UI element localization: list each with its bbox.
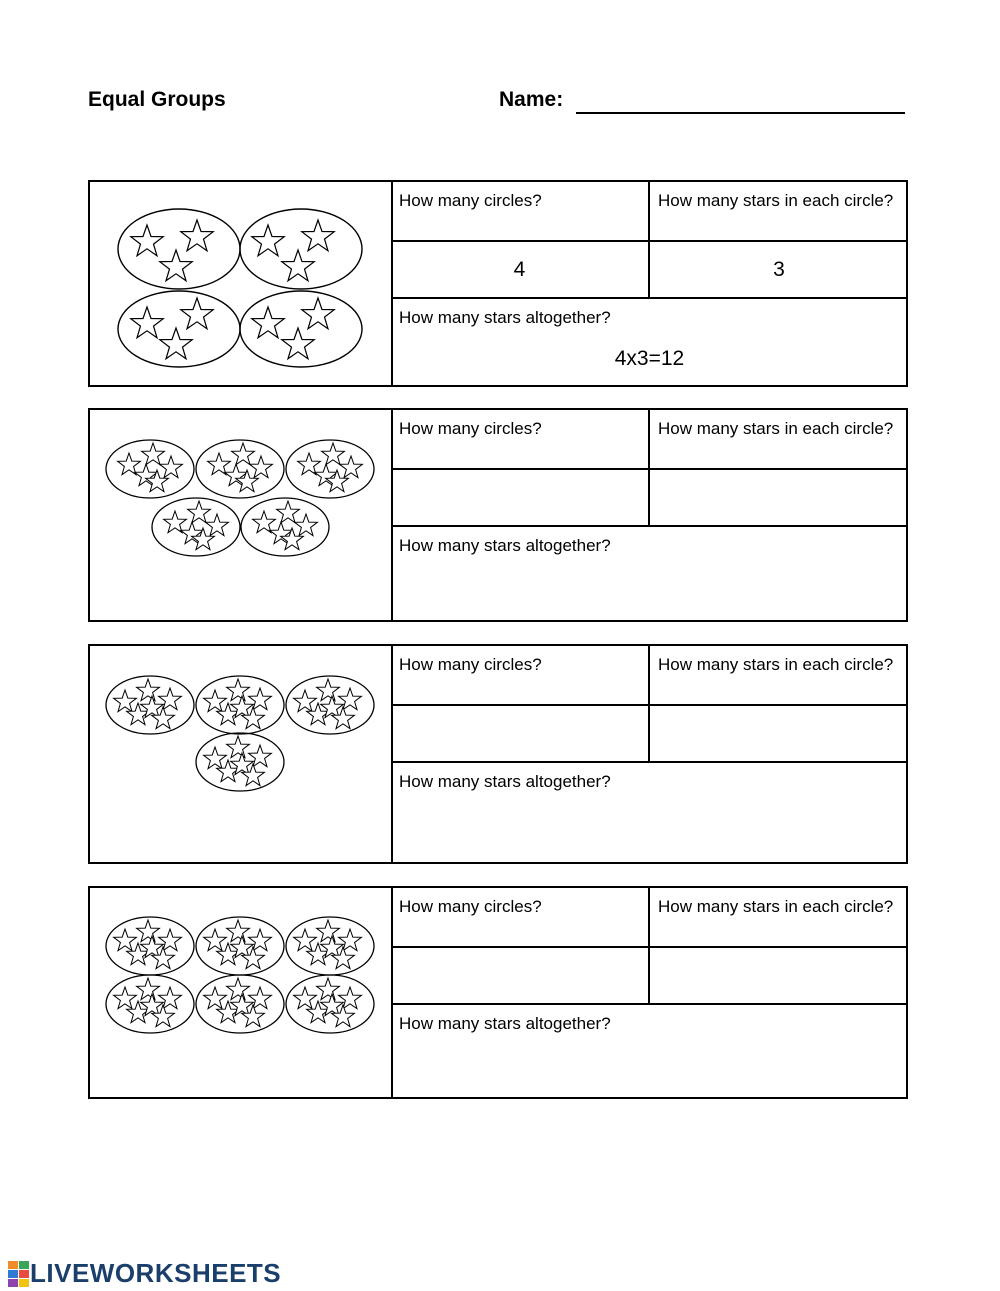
problem-2-answer-circles[interactable] xyxy=(391,470,650,527)
problem-4 xyxy=(88,886,908,1099)
liveworksheets-logo-icon xyxy=(8,1261,30,1287)
group-oval xyxy=(106,676,194,734)
problem-1-picture xyxy=(90,182,393,385)
problem-3 xyxy=(88,644,908,864)
group-oval xyxy=(286,676,374,734)
problem-1-answer-circles[interactable]: 4 xyxy=(391,242,650,299)
problem-4-groups-illustration xyxy=(90,888,391,1099)
problem-2-question-total xyxy=(391,527,908,620)
problem-3-answer-circles[interactable] xyxy=(391,706,650,763)
problem-2-groups-illustration xyxy=(90,410,391,622)
problem-4-picture xyxy=(90,888,393,1097)
name-field[interactable] xyxy=(576,112,905,114)
group-oval xyxy=(286,917,374,975)
problem-3-picture xyxy=(90,646,393,862)
group-oval xyxy=(106,440,194,498)
group-oval xyxy=(196,975,284,1033)
problem-1-groups-illustration xyxy=(90,182,391,387)
worksheet-title: Equal Groups xyxy=(88,88,226,111)
problem-3-question-circles: How many circles? xyxy=(391,646,650,706)
group-oval xyxy=(152,498,240,556)
group-oval xyxy=(106,917,194,975)
problem-3-question-stars-each: How many stars in each circle? xyxy=(650,646,908,706)
problem-3-answer-stars-each[interactable] xyxy=(650,706,908,763)
problem-4-question-total-label: How many stars altogether? xyxy=(399,1014,611,1033)
problem-3-groups-illustration xyxy=(90,646,391,864)
problem-3-question-total xyxy=(391,763,908,862)
problem-1-question-circles: How many circles? xyxy=(391,182,650,242)
group-oval xyxy=(196,733,284,791)
problem-1-question-stars-each: How many stars in each circle? xyxy=(650,182,908,242)
problem-2 xyxy=(88,408,908,622)
group-oval xyxy=(196,676,284,734)
group-oval xyxy=(240,291,362,367)
problem-4-question-stars-each: How many stars in each circle? xyxy=(650,888,908,948)
group-oval xyxy=(118,291,240,367)
group-oval xyxy=(286,975,374,1033)
problem-2-question-total-label: How many stars altogether? xyxy=(399,536,611,555)
group-oval xyxy=(118,209,240,289)
problem-2-question-stars-each: How many stars in each circle? xyxy=(650,410,908,470)
group-oval xyxy=(106,975,194,1033)
problem-3-question-total-label: How many stars altogether? xyxy=(399,772,611,791)
group-oval xyxy=(196,917,284,975)
group-oval xyxy=(240,209,362,289)
problem-1-answer-stars-each[interactable]: 3 xyxy=(650,242,908,299)
problem-1-answer-total[interactable]: 4x3=12 xyxy=(614,347,685,370)
liveworksheets-logo[interactable] xyxy=(8,1258,281,1289)
group-oval xyxy=(286,440,374,498)
problem-4-answer-stars-each[interactable] xyxy=(650,948,908,1005)
problem-4-answer-circles[interactable] xyxy=(391,948,650,1005)
problem-1-question-total-label: How many stars altogether? xyxy=(399,308,611,327)
group-oval xyxy=(196,440,284,498)
liveworksheets-brand-text: LIVEWORKSHEETS xyxy=(30,1258,282,1288)
problem-2-question-circles: How many circles? xyxy=(391,410,650,470)
problem-1-question-total xyxy=(391,299,908,385)
problem-2-picture xyxy=(90,410,393,620)
problem-4-question-circles: How many circles? xyxy=(391,888,650,948)
problem-4-question-total xyxy=(391,1005,908,1097)
problem-2-answer-stars-each[interactable] xyxy=(650,470,908,527)
name-label: Name: xyxy=(499,88,564,111)
problem-1 xyxy=(88,180,908,387)
group-oval xyxy=(241,498,329,556)
